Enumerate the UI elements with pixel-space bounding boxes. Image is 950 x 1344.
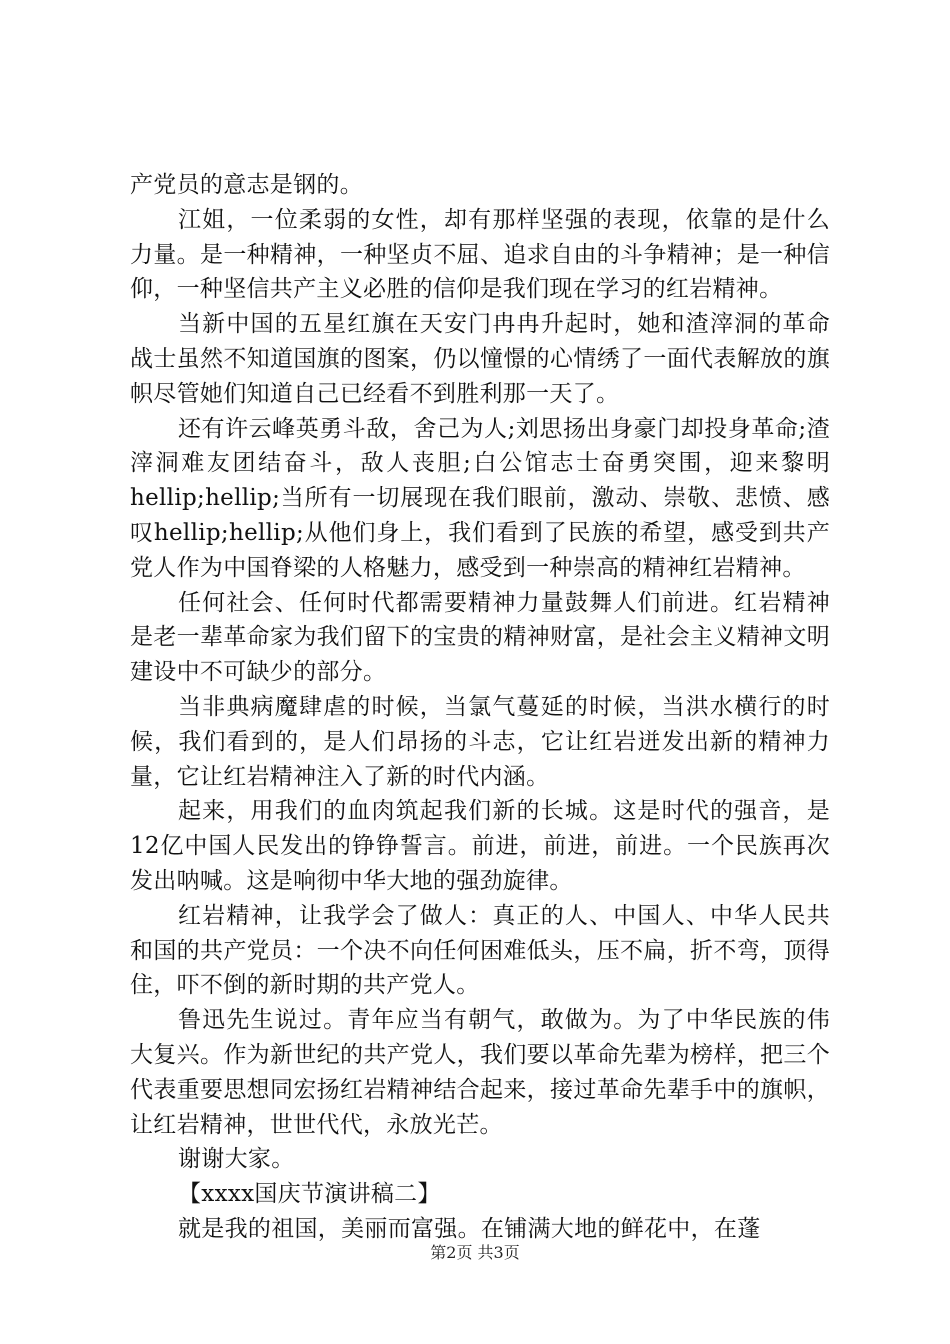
paragraph-heroes: 还有许云峰英勇斗敌，舍己为人;刘思扬出身豪门却投身革命;渣滓洞难友团结奋斗，敌人丧胆;白公馆志士奋勇突围，迎来黎明hellip;hellip;当所有一切展现在我们眼前，激动、崇敬、悲愤、感叹hellip;hellip;从他们身上，我们看到了民族的希望，感受到共产党人作为中国脊梁的人格魅力，感受到一种崇高的精神红岩精神。 (130, 415, 830, 581)
document-body (130, 168, 830, 1247)
paragraph-luxun: 鲁迅先生说过。青年应当有朝气，敢做为。为了中华民族的伟大复兴。作为新世纪的共产党人，我们要以革命先辈为榜样，把三个代表重要思想同宏扬红岩精神结合起来，接过革命先辈手中的旗帜，让红岩精神，世世代代，永放光芒。 (130, 1007, 830, 1138)
paragraph-spiritual-power: 任何社会、任何时代都需要精神力量鼓舞人们前进。红岩精神是老一辈革命家为我们留下的宝贵的精神财富，是社会主义精神文明建设中不可缺少的部分。 (130, 589, 830, 686)
paragraph-jiangjie: 江姐，一位柔弱的女性，却有那样坚强的表现，依靠的是什么力量。是一种精神，一种坚贞不屈、追求自由的斗争精神；是一种信仰，一种坚信共产主义必胜的信仰是我们现在学习的红岩精神。 (130, 206, 830, 303)
section-heading: 【xxxx国庆节演讲稿二】 (178, 1181, 441, 1208)
paragraph-thanks: 谢谢大家。 (178, 1146, 295, 1173)
paragraph-sars: 当非典病魔肆虐的时候，当氯气蔓延的时候，当洪水横行的时候，我们看到的，是人们昂扬的斗志，它让红岩迸发出新的精神力量，它让红岩精神注入了新的时代内涵。 (130, 693, 830, 790)
paragraph-continuation: 产党员的意志是钢的。 (130, 172, 363, 198)
paragraph-great-wall: 起来，用我们的血肉筑起我们新的长城。这是时代的强音，是12亿中国人民发出的铮铮誓言。前进，前进，前进。一个民族再次发出呐喊。这是响彻中华大地的强劲旋律。 (130, 798, 830, 894)
paragraph-motherland: 就是我的祖国，美丽而富强。在铺满大地的鲜花中，在蓬 (178, 1215, 761, 1242)
page-number-footer: 第2页 共3页 (430, 1243, 520, 1262)
paragraph-red-flag: 当新中国的五星红旗在天安门冉冉升起时，她和渣滓洞的革命战士虽然不知道国旗的图案，仍以憧憬的心情绣了一面代表解放的旗帜尽管她们知道自己已经看不到胜利那一天了。 (130, 311, 830, 407)
paragraph-learn-to-be-human: 红岩精神，让我学会了做人：真正的人、中国人、中华人民共和国的共产党员：一个决不向任何困难低头，压不扁，折不弯，顶得住，吓不倒的新时期的共产党人。 (130, 902, 830, 999)
